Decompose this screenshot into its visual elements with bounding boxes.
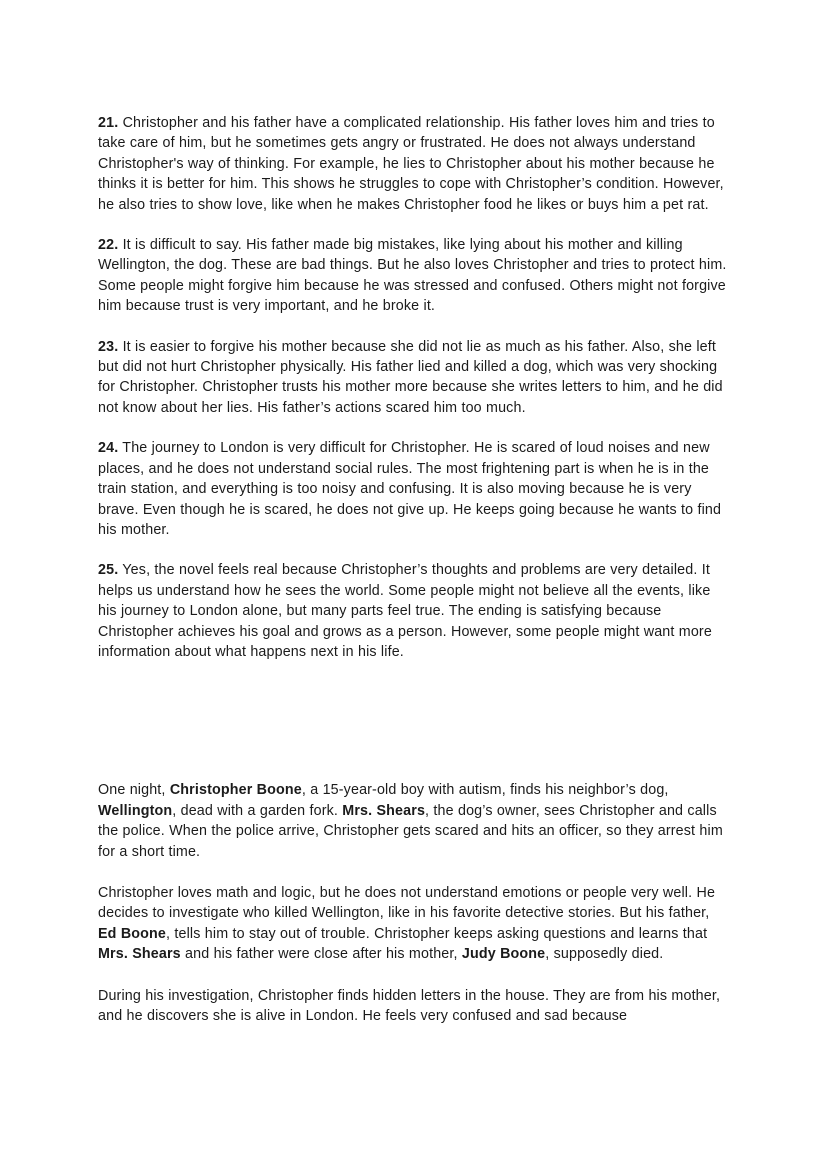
answer-paragraph-21	[98, 113, 730, 215]
answer-number-25: 25.	[98, 562, 119, 579]
answer-text-25: Yes, the novel feels real because Christopher’s thoughts and problems are very detailed. It helps us understand how he sees the world. Some people might not believe all the events, like his journey to London alone, but many parts feel true. The ending is satisfying because Christopher achieves his goal and grows as a person. However, some people might want more information about what happens next in his life.	[98, 562, 712, 660]
summary-paragraph-2	[98, 883, 730, 965]
answer-text-21: Christopher and his father have a complicated relationship. His father loves him and tries to take care of him, but he sometimes gets angry or frustrated. He does not always understand Christopher's way of thinking. For example, he lies to Christopher about his mother because he thinks it is better for him. This shows he struggles to cope with Christopher’s condition. However, he also tries to show love, like when he makes Christopher food he likes or buys him a pet rat.	[98, 115, 724, 213]
body-text: , a 15-year-old boy with autism, finds his neighbor’s dog,	[301, 782, 669, 799]
answer-text-22: It is difficult to say. His father made big mistakes, like lying about his mother and killing Wellington, the dog. These are bad things. But he also loves Christopher and tries to protect him. Some people might forgive him because he was stressed and confused. Others might not forgive him because trust is very important, and he broke it.	[98, 237, 727, 315]
summary-paragraph-1	[98, 780, 730, 862]
answer-number-21: 21.	[98, 115, 119, 131]
answer-paragraph-24	[98, 438, 730, 540]
answer-text-23: It is easier to forgive his mother because she did not lie as much as his father. Also, she left but did not hurt Christopher physically. His father lied and killed a dog, which was very shocking for Christopher. Christopher trusts his mother more because she writes letters to him, and he did not know about her lies. His father’s actions scared him too much.	[98, 338, 723, 416]
emphasized-text: Judy Boone	[461, 946, 546, 963]
body-text: , supposedly died.	[545, 946, 664, 963]
emphasized-text: Mrs. Shears	[342, 802, 426, 819]
answer-paragraph-22	[98, 235, 730, 317]
body-text: One night,	[98, 782, 170, 799]
body-text: and his father were close after his mother,	[180, 946, 462, 963]
body-text: During his investigation, Christopher finds hidden letters in the house. They are from his mother, and he discovers she is alive in London. He feels very confused and sad because	[98, 987, 721, 1024]
emphasized-text: Wellington	[98, 802, 173, 819]
summary-paragraph-3	[98, 986, 730, 1027]
answers-section	[98, 113, 730, 662]
body-text: , dead with a garden fork.	[172, 802, 343, 819]
body-text: , the dog’s owner, sees Christopher and calls the police. When the police arrive, Christopher gets scared and hits an officer, so they arrest him for a short time.	[98, 802, 723, 860]
answer-text-24: The journey to London is very difficult for Christopher. He is scared of loud noises and new places, and he does not understand social rules. The most frightening part is when he is in the train station, and everything is too noisy and confusing. It is also moving because he is very brave. Even though he is scared, he does not give up. He keeps going because he wants to find his mother.	[98, 440, 722, 538]
answer-number-24: 24.	[98, 440, 119, 457]
answer-paragraph-23	[98, 337, 730, 419]
answer-number-22: 22.	[98, 237, 119, 254]
summary-section	[98, 780, 730, 1026]
emphasized-text: Mrs. Shears	[98, 946, 181, 963]
answer-number-23: 23.	[98, 338, 119, 355]
emphasized-text: Ed Boone	[98, 925, 167, 942]
body-text: , tells him to stay out of trouble. Christopher keeps asking questions and learns that	[166, 925, 708, 942]
section-spacer	[98, 662, 730, 780]
body-text: Christopher loves math and logic, but he does not understand emotions or people very well. He decides to investigate who killed Wellington, like in his favorite detective stories. But his father,	[98, 884, 716, 922]
emphasized-text: Christopher Boone	[169, 782, 302, 799]
page-content	[98, 113, 730, 1026]
answer-paragraph-25	[98, 560, 730, 662]
